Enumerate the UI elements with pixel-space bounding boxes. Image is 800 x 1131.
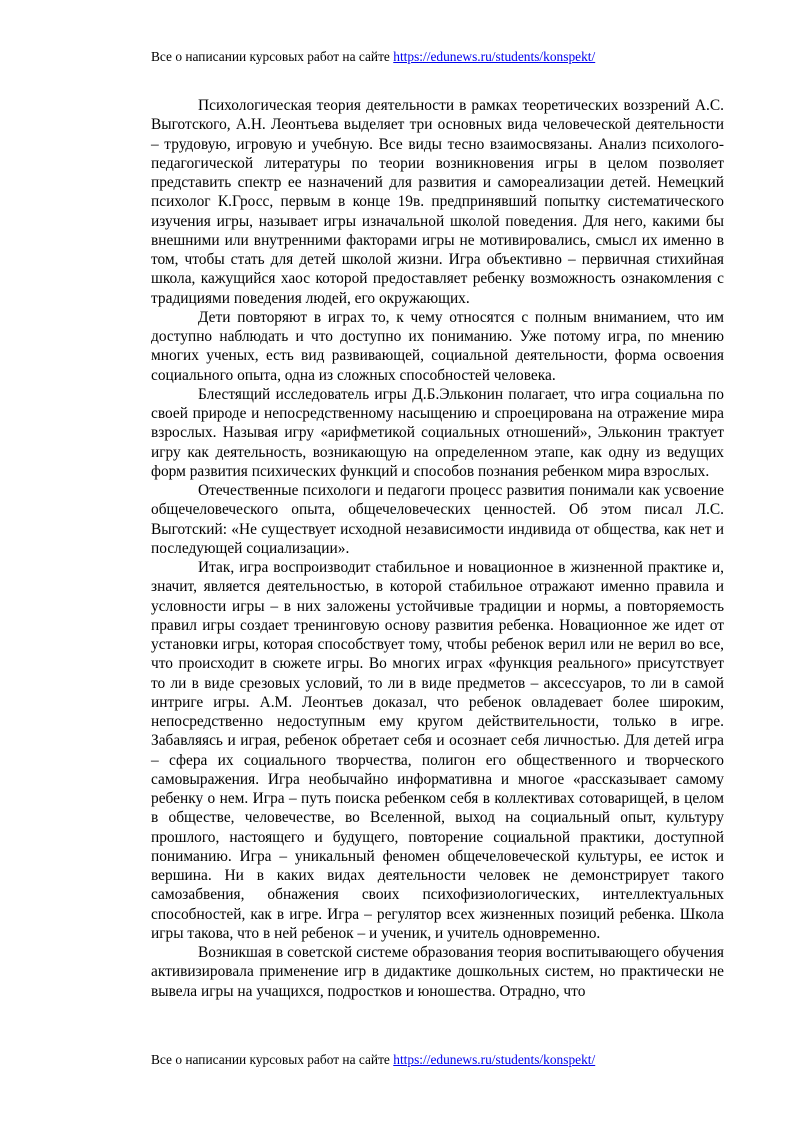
page-header bbox=[151, 49, 595, 65]
header-link[interactable]: https://edunews.ru/students/konspekt/ bbox=[393, 49, 596, 64]
paragraph-6: Возникшая в советской системе образования теория воспитывающего обучения активизировала применение игр в дидактике дошкольных систем, но практически не вывела игры на учащихся, подростков и юношества. Отрадно, что bbox=[151, 944, 724, 1000]
paragraph-3: Блестящий исследователь игры Д.Б.Эльконин полагает, что игра социальна по своей природе и непосредственному насыщению и спроецирована на отражение мира взрослых. Называя игру «арифметикой социальных отношений», Эльконин трактует игру как деятельность, возникающую на определенном этапе, как одну из ведущих форм развития психических функций и способов познания ребенком мира взрослых. bbox=[151, 385, 724, 480]
document-body bbox=[151, 96, 724, 1001]
paragraph-4: Отечественные психологи и педагоги процесс развития понимали как усвоение общечеловеческого опыта, общечеловеческих ценностей. Об этом писал Л.С. Выготский: «Не существует исходной независимости индивида от общества, как нет и последующей социализации». bbox=[151, 482, 724, 557]
page-footer bbox=[151, 1052, 595, 1068]
footer-link[interactable]: https://edunews.ru/students/konspekt/ bbox=[393, 1052, 596, 1067]
footer-text: Все о написании курсовых работ на сайте bbox=[151, 1052, 390, 1067]
paragraph-2: Дети повторяют в играх то, к чему относятся с полным вниманием, что им доступно наблюдать и что доступно их пониманию. Уже потому игра, по мнению многих ученых, есть вид развивающей, социальной деятельности, форма освоения социального опыта, одна из сложных способностей человека. bbox=[151, 308, 724, 384]
paragraph-1: Психологическая теория деятельности в рамках теоретических воззрений А.С. Выготского, А.Н. Леонтьева выделяет три основных вида человеческой деятельности – трудовую, игровую и учебную. Все виды тесно взаимосвязаны. Анализ психолого-педагогической литературы по теории возникновения игры в целом позволяет представить спектр ее назначений для развития и самореализации детей. Немецкий психолог К.Гросс, первым в конце 19в. предпринявший попытку систематического изучения игры, называет игры изначальной школой поведения. Для него, какими бы внешними или внутренними факторами игры не мотивировались, смысл их именно в том, чтобы стать для детей школой жизни. Игра объективно – первичная стихийная школа, кажущийся хаос которой предоставляет ребенку возможность ознакомления с традициями поведения людей, его окружающих. bbox=[151, 97, 724, 307]
header-text: Все о написании курсовых работ на сайте bbox=[151, 49, 390, 64]
paragraph-5: Итак, игра воспроизводит стабильное и новационное в жизненной практике и, значит, является деятельностью, в которой стабильное отражают именно правила и условности игры – в них заложены устойчивые традиции и нормы, а повторяемость правил игры создает тренинговую основу развития ребенка. Новационное же идет от установки игры, которая способствует тому, чтобы ребенок верил или не верил во все, что происходит в сюжете игры. Во многих играх «функция реального» присутствует то ли в виде срезовых условий, то ли в виде предметов – аксессуаров, то ли в самой интриге игры. А.М. Леонтьев доказал, что ребенок овладевает более широким, непосредственно недоступным ему кругом действительности, только в игре. Забавляясь и играя, ребенок обретает себя и осознает себя личностью. Для детей игра – сфера их социального творчества, полигон его общественного и творческого самовыражения. Игра необычайно информативна и многое «рассказывает самому ребенку о нем. Игра – путь поиска ребенком себя в коллективах сотоварищей, в целом в обществе, человечестве, во Вселенной, выход на социальный опыт, культуру прошлого, настоящего и будущего, повторение социальной практики, доступной пониманию. Игра – уникальный феномен общечеловеческой культуры, ее исток и вершина. Ни в каких видах деятельности человек не демонстрирует такого самозабвения, обнажения своих психофизиологических, интеллектуальных способностей, как в игре. Игра – регулятор всех жизненных позиций ребенка. Школа игры такова, что в ней ребенок – и ученик, и учитель одновременно. bbox=[151, 559, 724, 942]
